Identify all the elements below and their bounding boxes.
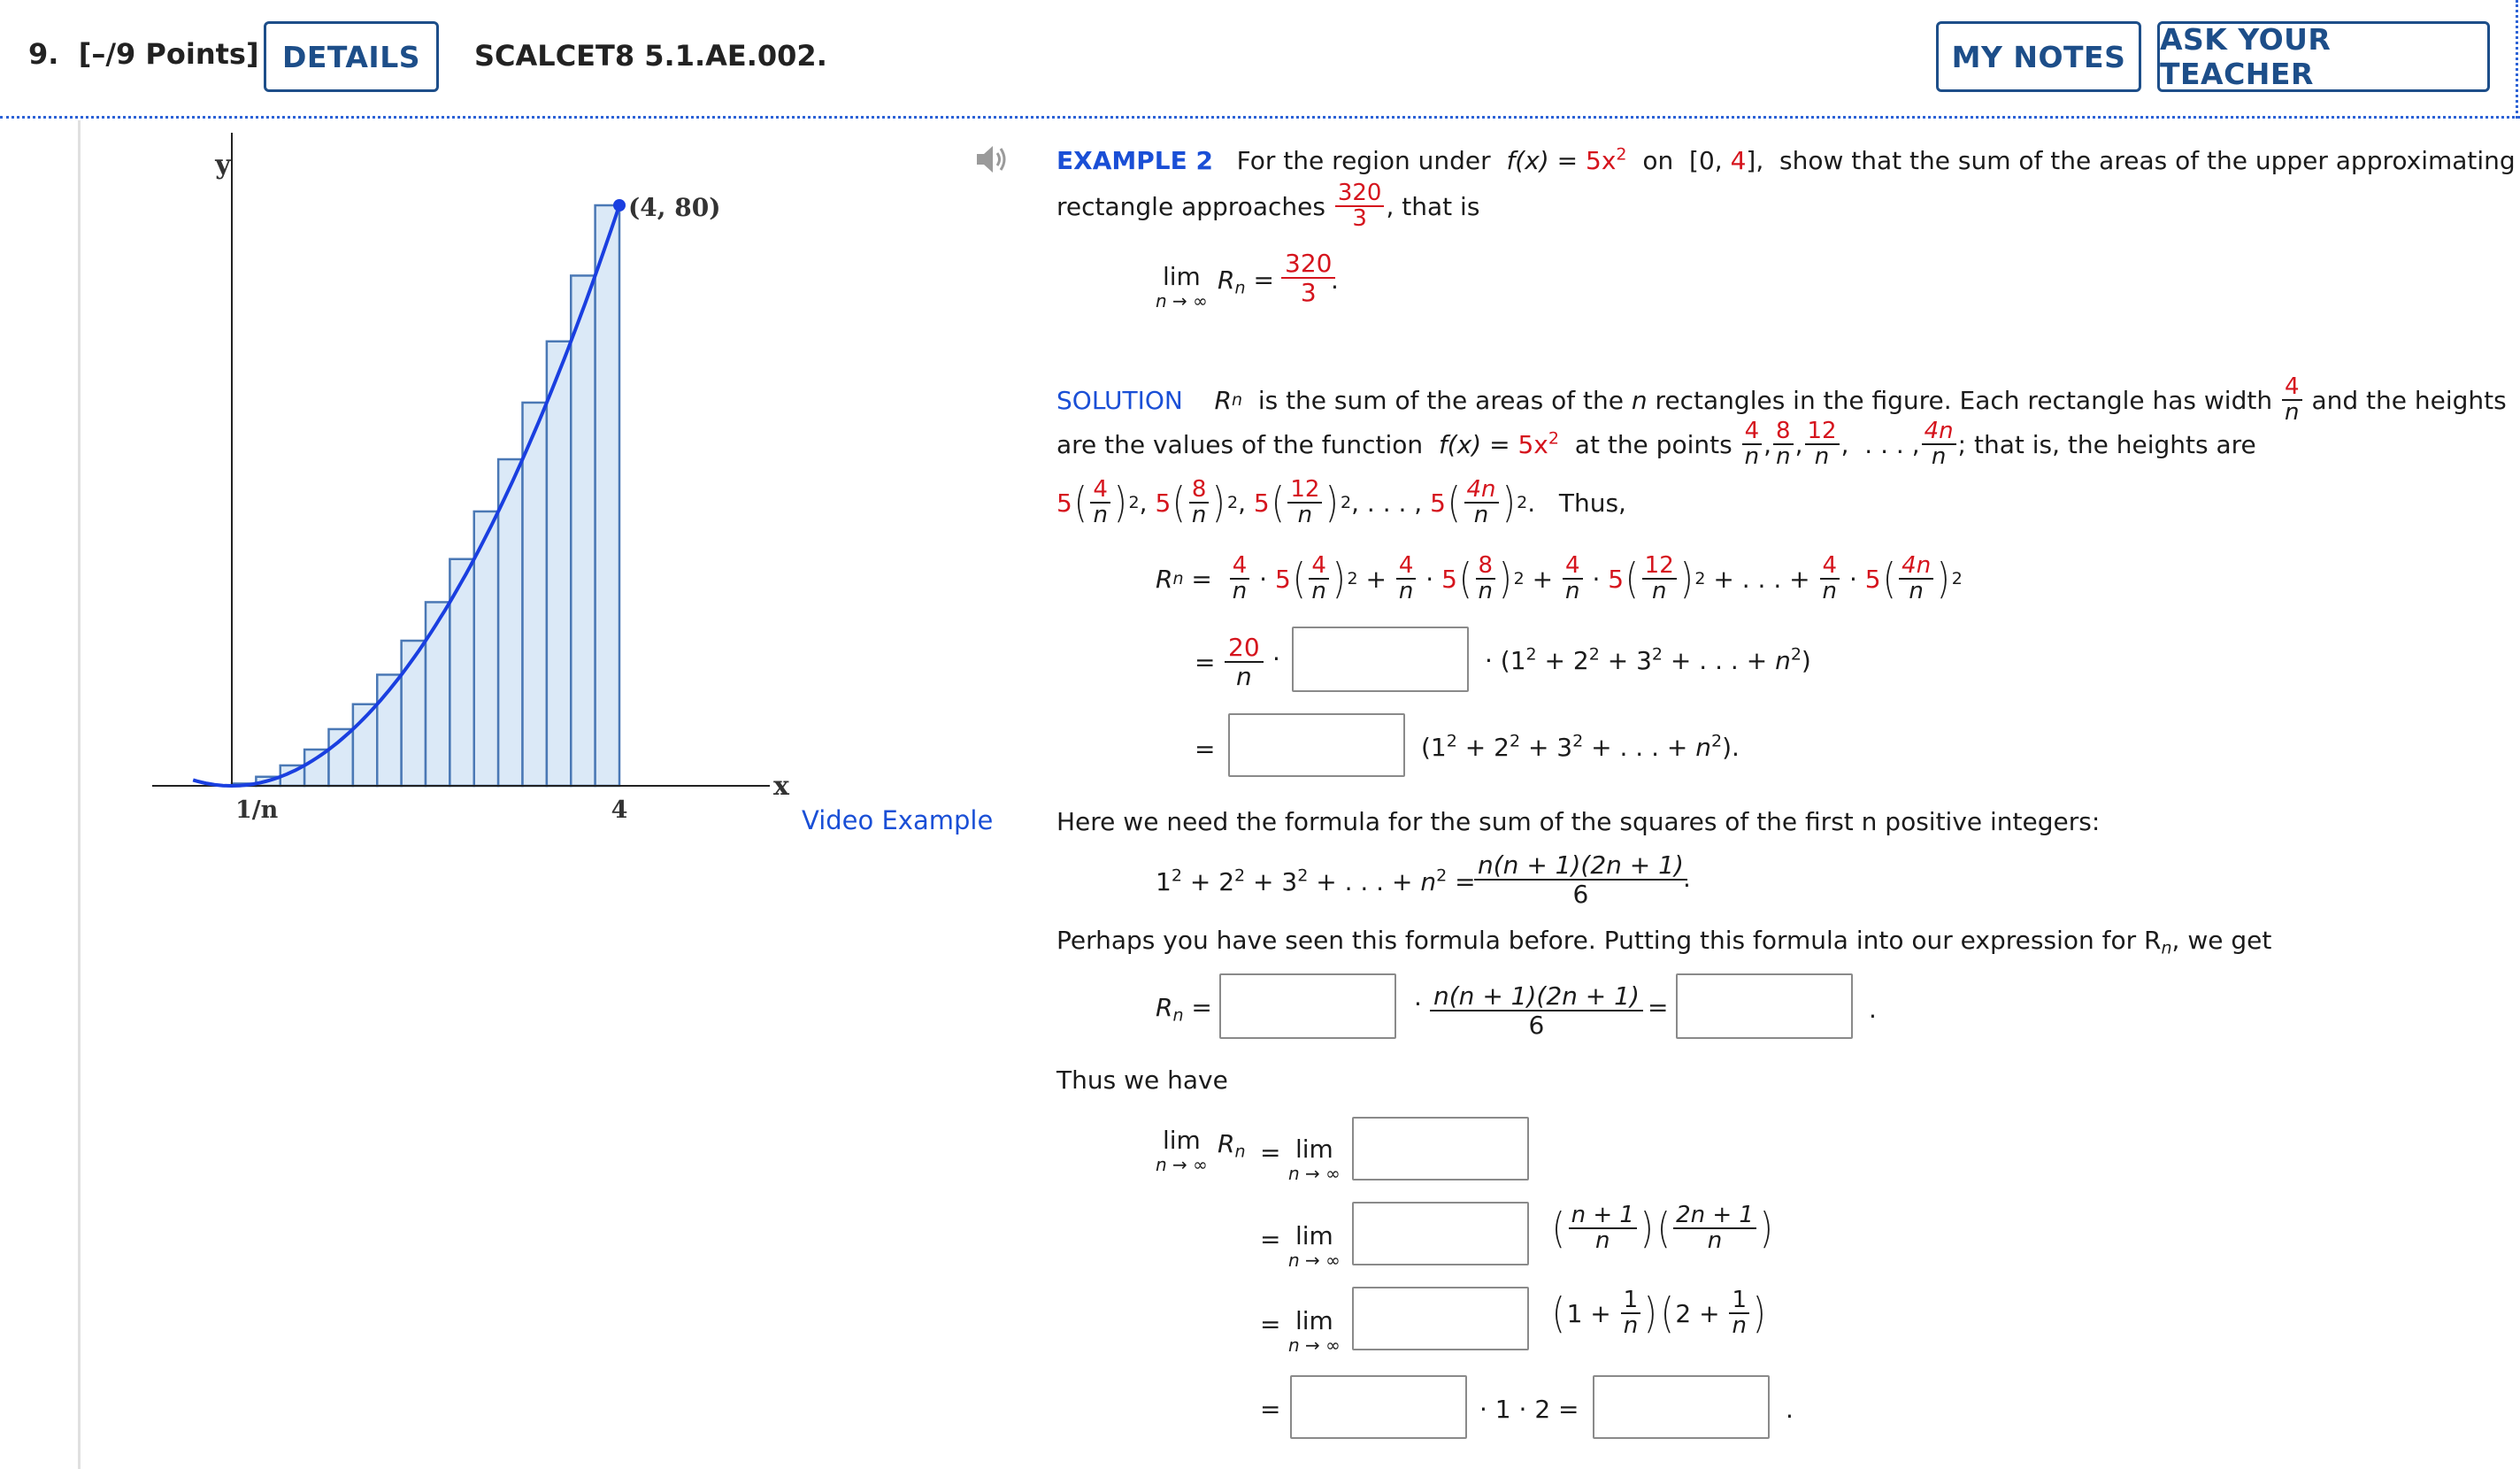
sum-squares-expr: · ($1^2 + 2^2 + 3^2$ + . . . + $n^2$) — [1485, 644, 1811, 675]
period: . — [1331, 265, 1339, 295]
ask-your-teacher-button[interactable]: ASK YOUR TEACHER — [2157, 21, 2490, 92]
x-tick-label-1-over-n: 1/n — [235, 796, 279, 824]
limit-value-fraction: $\frac{320}{3}$ — [1281, 250, 1335, 307]
twenty-over-n: $\frac{20}{n}$ — [1225, 634, 1264, 691]
perhaps-line: Perhaps you have seen this formula before. Putting this formula into our expression for $R_n$, we get — [1056, 926, 2272, 958]
answer-box-3[interactable] — [1219, 973, 1396, 1039]
limit-operator: lim n → ∞ — [1156, 262, 1208, 311]
answer-box-9[interactable] — [1593, 1375, 1770, 1439]
rn-expansion: R n = $\frac{4}{n}$ · 5 ( $\frac{4}{n}$ ) 2 + $\frac{4}{n}$ · 5 ( $\frac{8}{n}$ ) 2 + $\frac{4}{n}$ · 5 ( $\frac{12}{n}$ ) 2 + . . . + $\frac{4}{n}$ · 5 ( $\frac{4n}{n}$ ) 2 — [1156, 552, 1963, 605]
solution-line-3: 5 ( $\frac{4}{n}$ ) 2 , 5 ( $\frac{8}{n}$ ) 2 , 5 ( $\frac{12}{n}$ ) 2 , . . . , 5 ( $\frac{4n}{n}$ ) 2 . Thus, — [1056, 476, 1626, 529]
answer-box-1[interactable] — [1292, 627, 1469, 692]
solution-label: SOLUTION — [1056, 385, 1183, 415]
limit-operator-2: lim n → ∞ — [1156, 1126, 1208, 1175]
rectangle-8 — [402, 641, 426, 786]
limit-operator-4: lim n → ∞ — [1288, 1221, 1341, 1271]
question-number: 9. [–/9 Points] — [28, 37, 259, 71]
rectangle-9 — [426, 602, 449, 786]
answer-box-4[interactable] — [1676, 973, 1853, 1039]
limit-operator-5: lim n → ∞ — [1288, 1306, 1341, 1356]
approximating-rectangles — [232, 205, 619, 786]
answer-box-7[interactable] — [1352, 1287, 1529, 1350]
solution-line-1: SOLUTION R n is the sum of the areas of the n rectangles in the figure. Each rectangle has width $\frac{4}{n}$ and the heights — [1056, 373, 2507, 427]
rectangle-13 — [523, 403, 547, 786]
answer-box-5[interactable] — [1352, 1117, 1529, 1181]
points-value: [–/9 Points] — [78, 37, 259, 71]
question-header — [0, 0, 2520, 119]
answer-box-2[interactable] — [1228, 713, 1405, 777]
x-axis-label: x — [773, 771, 789, 802]
point-label: (4, 80) — [628, 193, 721, 222]
example-line-2: rectangle approaches $\frac{320}{3}$ , that is — [1056, 180, 1480, 233]
thus-we-have: Thus we have — [1056, 1065, 1228, 1095]
x-tick-label-4: 4 — [611, 796, 628, 824]
formula-intro: Here we need the formula for the sum of the squares of the first n positive integers: — [1056, 807, 2101, 836]
example-line-1: EXAMPLE 2 For the region under $f(x) = 5x^2$ on [0, 4], show that the sum of the areas of the upper approximating — [1056, 144, 2516, 175]
sum-of-squares-rhs: $\frac{n(n + 1)(2n + 1)}{6}$ — [1474, 851, 1687, 909]
endpoint-marker — [613, 199, 626, 212]
y-axis-label: y — [215, 150, 231, 181]
sum-squares-expr-2: ($1^2 + 2^2 + 3^2$ + . . . + $n^2$). — [1421, 731, 1740, 762]
rectangle-15 — [571, 275, 595, 786]
speaker-icon[interactable] — [975, 143, 1010, 175]
rectangle-12 — [498, 459, 522, 786]
content-left-border — [78, 120, 81, 1469]
answer-box-6[interactable] — [1352, 1202, 1529, 1265]
my-notes-button[interactable]: MY NOTES — [1936, 21, 2141, 92]
video-example-link[interactable]: Video Example — [802, 805, 994, 835]
rectangle-14 — [547, 342, 571, 786]
factor-product: ( $\frac{n + 1}{n}$ ) ( $\frac{2n + 1}{n}$ ) — [1551, 1202, 1773, 1255]
rectangle-4 — [304, 750, 328, 786]
rn-label: $R_n$ = — [1218, 265, 1274, 298]
equals-sign: = — [1195, 648, 1216, 677]
formula-fraction: $\frac{n(n + 1)(2n + 1)}{6}$ — [1430, 982, 1643, 1040]
riemann-sum-graph — [133, 133, 805, 841]
rn-label-2: $R_n$ = — [1156, 993, 1212, 1026]
sum-of-squares-lhs: $1^2 + 2^2 + 3^2$ + . . . + $n^2$ = — [1156, 865, 1476, 896]
limit-factors: ( 1 + $\frac{1}{n}$ ) ( 2 + $\frac{1}{n}$ ) — [1551, 1287, 1766, 1340]
times-one-two: · 1 · 2 = — [1479, 1395, 1579, 1424]
example-label: EXAMPLE 2 — [1056, 146, 1213, 175]
solution-line-2: are the values of the function f(x) = $5x^2$ at the points $\frac{4}{n}$ , $\frac{8}{n}$ , $\frac{12}{n}$ , . . . , $\frac{4n}{n}$ ; that is, the heights are — [1056, 418, 2256, 471]
limit-operator-3: lim n → ∞ — [1288, 1134, 1341, 1184]
header-border — [2516, 0, 2518, 119]
question-code: SCALCET8 5.1.AE.002. — [474, 39, 827, 73]
rectangle-16 — [595, 205, 619, 786]
answer-box-8[interactable] — [1290, 1375, 1467, 1439]
details-button[interactable]: DETAILS — [264, 21, 439, 92]
